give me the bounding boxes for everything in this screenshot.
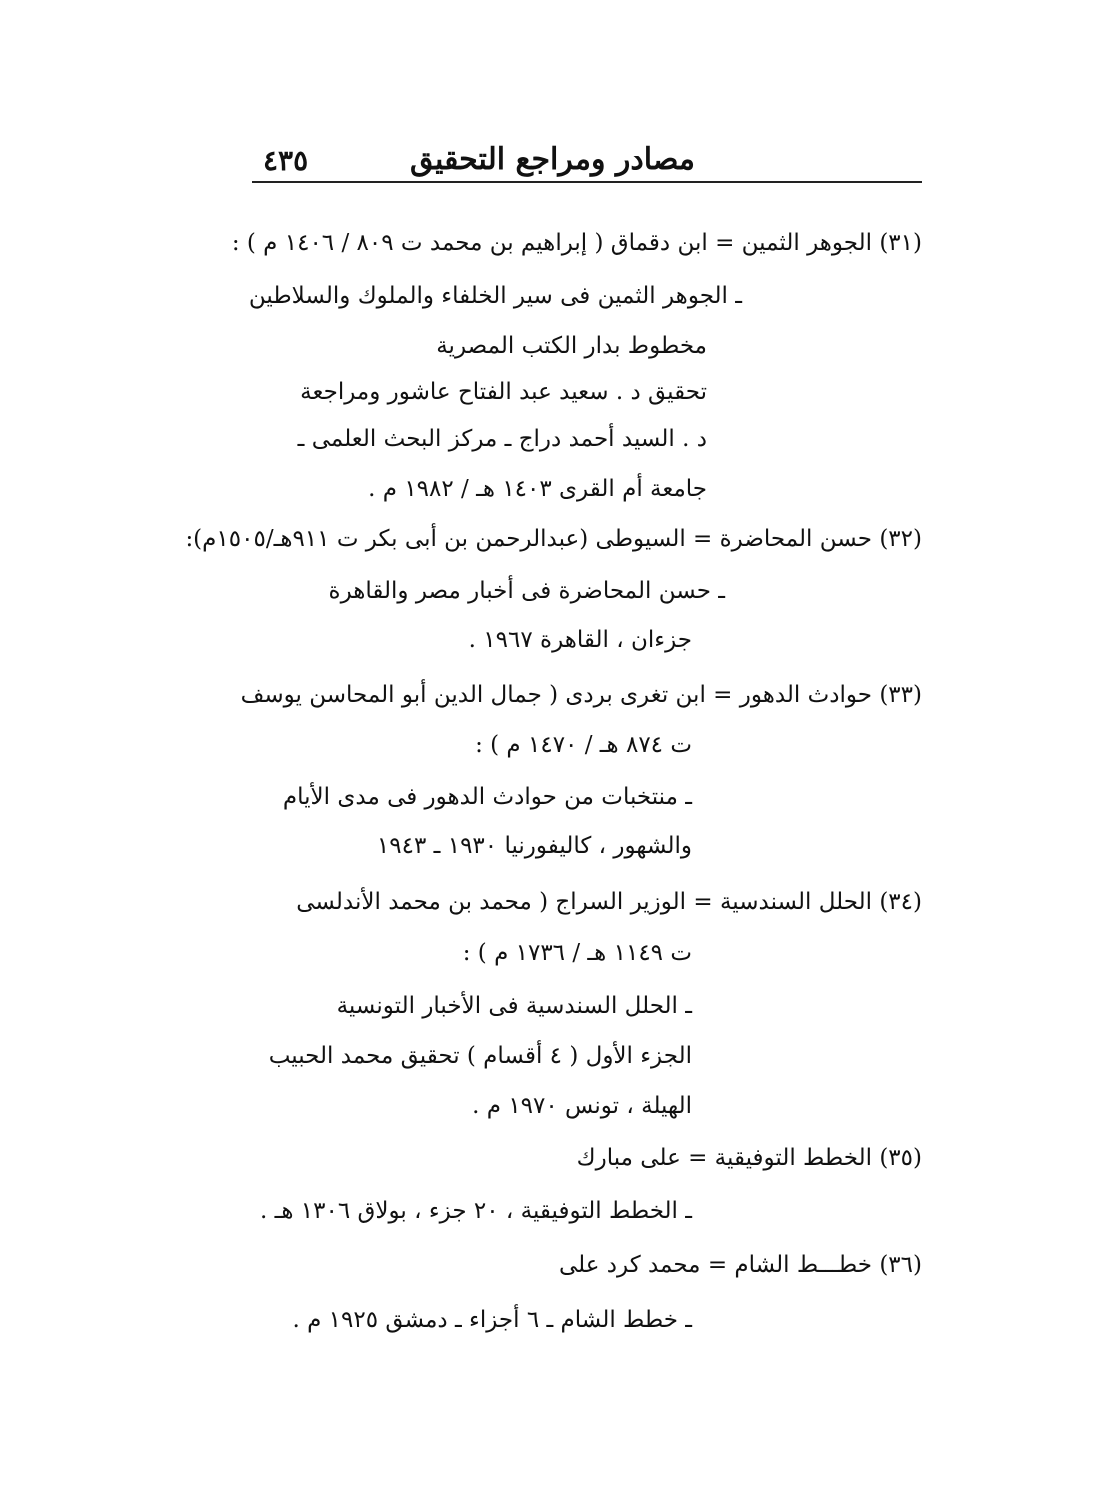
- entry-31-line-3: تحقيق د . سعيد عبد الفتاح عاشور ومراجعة: [300, 379, 707, 405]
- entry-33-heading: (٣٣) حوادث الدهور = ابن تغرى بردى ( جمال الدين أبو المحاسن يوسف: [240, 682, 922, 708]
- entry-31-line-5: جامعة أم القرى ١٤٠٣ هـ / ١٩٨٢ م .: [368, 476, 707, 502]
- entry-35-line-1: ـ الخطط التوفيقية ، ٢٠ جزء ، بولاق ١٣٠٦ هـ .: [259, 1198, 692, 1224]
- page-header: [255, 138, 920, 186]
- entry-32-heading: (٣٢) حسن المحاضرة = السيوطى (عبدالرحمن بن أبى بكر ت ٩١١هـ/١٥٠٥م):: [185, 526, 922, 552]
- page-number: ٤٣٥: [263, 144, 309, 177]
- entry-34-heading: (٣٤) الحلل السندسية = الوزير السراج ( محمد بن محمد الأندلسى: [296, 889, 922, 915]
- entry-36-heading: (٣٦) خطـــط الشام = محمد كرد على: [558, 1252, 922, 1278]
- entry-31-line-1: ـ الجوهر الثمين فى سير الخلفاء والملوك والسلاطين: [248, 283, 742, 309]
- entry-33-line-3: والشهور ، كاليفورنيا ١٩٣٠ ـ ١٩٤٣: [376, 833, 692, 859]
- running-title: مصادر ومراجع التحقيق: [409, 142, 695, 177]
- entry-34-line-1: ت ١١٤٩ هـ / ١٧٣٦ م ) :: [462, 940, 692, 966]
- entry-35-heading: (٣٥) الخطط التوفيقية = على مبارك: [576, 1145, 922, 1171]
- entry-32-line-1: ـ حسن المحاضرة فى أخبار مصر والقاهرة: [328, 578, 725, 604]
- entry-33-line-1: ت ٨٧٤ هـ / ١٤٧٠ م ) :: [475, 732, 692, 758]
- header-rule: [252, 181, 922, 183]
- entry-34-line-3: الجزء الأول ( ٤ أقسام ) تحقيق محمد الحبيب: [268, 1043, 692, 1069]
- entry-36-line-1: ـ خطط الشام ـ ٦ أجزاء ـ دمشق ١٩٢٥ م .: [292, 1307, 692, 1333]
- entry-34-line-4: الهيلة ، تونس ١٩٧٠ م .: [472, 1093, 692, 1119]
- entry-32-line-2: جزءان ، القاهرة ١٩٦٧ .: [468, 627, 692, 653]
- entry-34-line-2: ـ الحلل السندسية فى الأخبار التونسية: [336, 993, 692, 1019]
- entry-31-heading: (٣١) الجوهر الثمين = ابن دقماق ( إبراهيم بن محمد ت ٨٠٩ / ١٤٠٦ م ) :: [231, 230, 922, 256]
- entry-31-line-4: د . السيد أحمد دراج ـ مركز البحث العلمى ـ: [297, 426, 707, 452]
- entry-33-line-2: ـ منتخبات من حوادث الدهور فى مدى الأيام: [282, 784, 692, 810]
- entry-31-line-2: مخطوط بدار الكتب المصرية: [436, 333, 707, 359]
